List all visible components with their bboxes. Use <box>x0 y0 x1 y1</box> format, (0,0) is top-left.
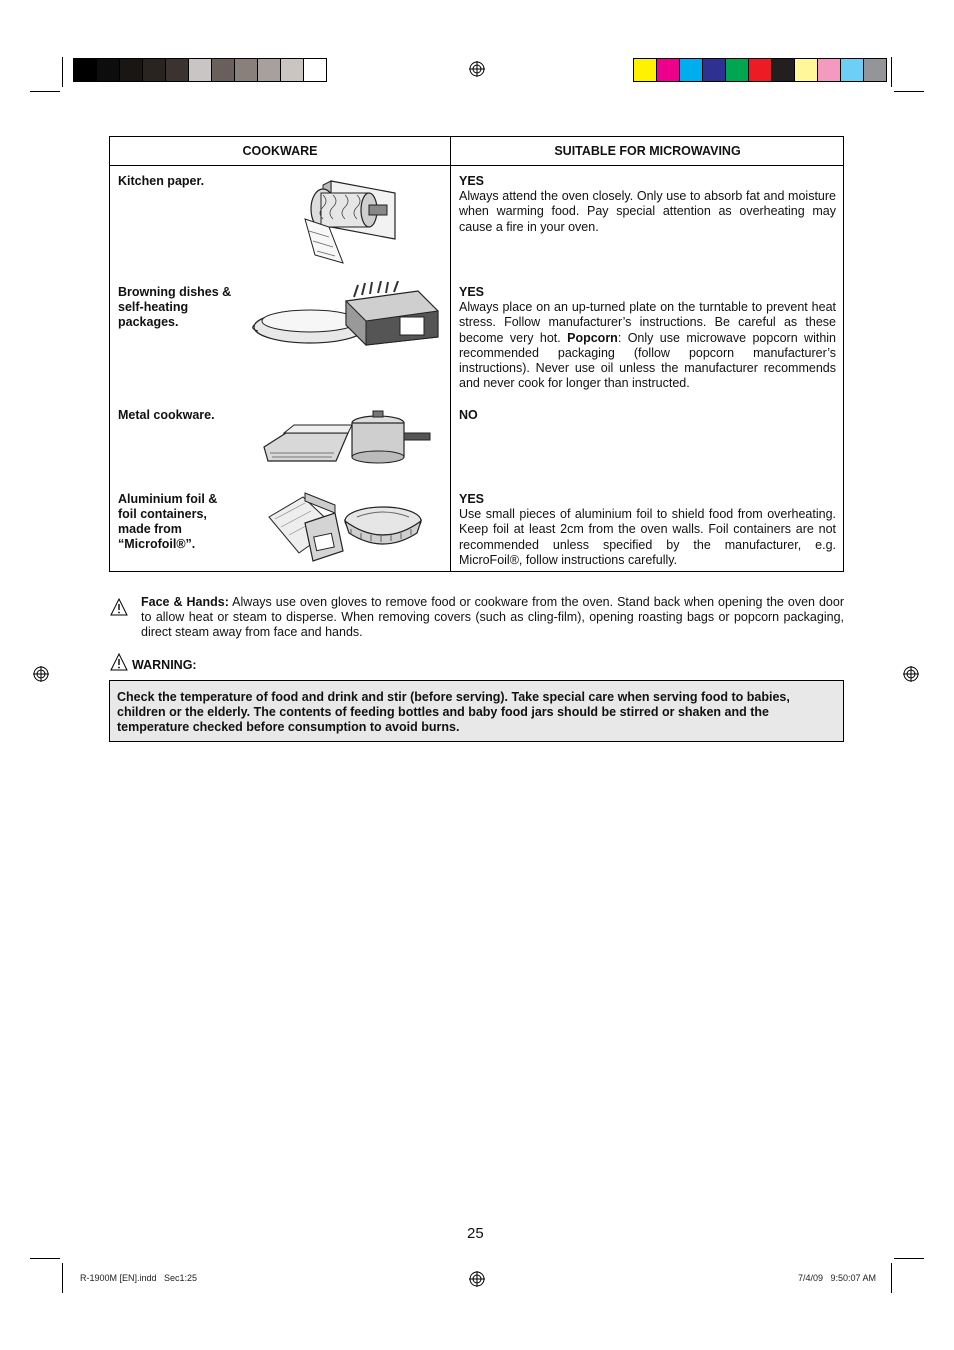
verdict-kitchen-paper: YES <box>459 174 485 188</box>
answer-text-aluminium-foil: Use small pieces of aluminium foil to shield food from overheating. Keep foil at least 2cm from the oven walls. Foil containers are not recommended unless specified by the manufacturer, e.g. MicroFoil®, follow instructions carefully. <box>459 507 836 567</box>
caution-triangle-icon <box>110 598 128 616</box>
crop-mark-bottom-left-v <box>62 1263 63 1293</box>
warning-text: Check the temperature of food and drink and stir (before serving). Take special care when serving food to babies, children or the elderly. The contents of feeding bottles and baby food jars should be stirred or shaken and the temperature checked before consumption to avoid burns. <box>117 690 790 735</box>
header-suitable: SUITABLE FOR MICROWAVING <box>554 144 741 158</box>
cookware-label-browning-dishes: Browning dishes & self-heating packages. <box>118 285 232 329</box>
verdict-browning-dishes: YES <box>459 285 485 299</box>
answer-text-browning-dishes-part2: : Only use microwave popcorn within recommended packaging (follow popcorn manufacturer’s instructions). Never use oil unless the manufacturer recommends and never cook for longer than instructed. <box>459 330 836 391</box>
color-swatch-2 <box>680 59 703 81</box>
metal-cookware-illustration <box>260 403 432 467</box>
header-cookware: COOKWARE <box>242 144 318 158</box>
answer-text-kitchen-paper: Always attend the oven closely. Only use to absorb fat and moisture when warming food. Pay special attention as overheating may cause a fire in your oven. <box>459 189 836 234</box>
table-column-divider <box>450 137 451 571</box>
answer-text-browning-dishes-part1: Always place on an up-turned plate on the turntable to prevent heat stress. Follow manufacturer’s instructions. Be careful as these become very hot. <box>459 300 836 345</box>
gray-swatch-1 <box>97 59 120 81</box>
crop-mark-bottom-right-v <box>891 1263 892 1293</box>
crop-mark-top-right-h <box>894 91 924 92</box>
gray-swatch-8 <box>258 59 281 81</box>
answer-browning-dishes <box>459 285 836 391</box>
answer-metal <box>459 408 836 423</box>
gray-swatch-5 <box>189 59 212 81</box>
table-header-divider <box>110 165 843 166</box>
gray-swatch-3 <box>143 59 166 81</box>
color-swatch-8 <box>818 59 841 81</box>
footer-file-info: R-1900M [EN].indd Sec1:25 <box>80 1273 198 1283</box>
face-hands-text: Always use oven gloves to remove food or cookware from the oven. Stand back when opening the oven door to allow heat or steam to disperse. When removing covers (such as cling-film), opening roasting bags or popcorn packaging, direct steam away from face and hands. <box>141 595 844 640</box>
crop-mark-bottom-right-h <box>894 1258 924 1259</box>
cookware-label-metal: Metal cookware. <box>118 408 215 422</box>
color-swatch-6 <box>772 59 795 81</box>
gray-swatch-2 <box>120 59 143 81</box>
color-swatch-3 <box>703 59 726 81</box>
cookware-label-kitchen-paper: Kitchen paper. <box>118 174 205 188</box>
answer-aluminium-foil <box>459 492 836 568</box>
face-hands-note <box>141 595 844 641</box>
gray-swatch-7 <box>235 59 258 81</box>
warning-triangle-icon <box>110 653 128 671</box>
color-swatch-5 <box>749 59 772 81</box>
verdict-aluminium-foil: YES <box>459 492 485 506</box>
gray-swatch-4 <box>166 59 189 81</box>
warning-box <box>109 680 844 742</box>
crop-mark-top-right-v <box>891 57 892 87</box>
gray-swatch-bar <box>73 58 327 82</box>
color-swatch-1 <box>657 59 680 81</box>
registration-mark-top <box>469 61 485 77</box>
warning-label: WARNING: <box>132 658 197 672</box>
cookware-label-aluminium-foil: Aluminium foil & foil containers, made from “Microfoil®”. <box>118 492 218 551</box>
face-hands-label: Face & Hands: <box>141 595 229 609</box>
cookware-table <box>109 136 844 572</box>
page-number: 25 <box>467 1225 484 1242</box>
registration-mark-right <box>903 666 919 682</box>
color-swatch-0 <box>634 59 657 81</box>
crop-mark-top-left-h <box>30 91 60 92</box>
color-swatch-4 <box>726 59 749 81</box>
color-swatch-9 <box>841 59 864 81</box>
gray-swatch-10 <box>304 59 326 81</box>
crop-mark-top-left-v <box>62 57 63 87</box>
gray-swatch-0 <box>74 59 97 81</box>
gray-swatch-9 <box>281 59 304 81</box>
kitchen-paper-roll-illustration <box>293 175 399 265</box>
browning-dish-illustration <box>250 281 442 351</box>
color-swatch-7 <box>795 59 818 81</box>
footer-timestamp: 7/4/09 9:50:07 AM <box>798 1273 877 1283</box>
aluminium-foil-illustration <box>265 491 427 563</box>
registration-mark-left <box>33 666 49 682</box>
gray-swatch-6 <box>212 59 235 81</box>
answer-kitchen-paper <box>459 174 836 235</box>
popcorn-label: Popcorn <box>567 330 618 345</box>
crop-mark-bottom-left-h <box>30 1258 60 1259</box>
registration-mark-bottom <box>469 1271 485 1287</box>
color-swatch-10 <box>864 59 886 81</box>
color-swatch-bar <box>633 58 887 82</box>
verdict-metal: NO <box>459 408 478 422</box>
